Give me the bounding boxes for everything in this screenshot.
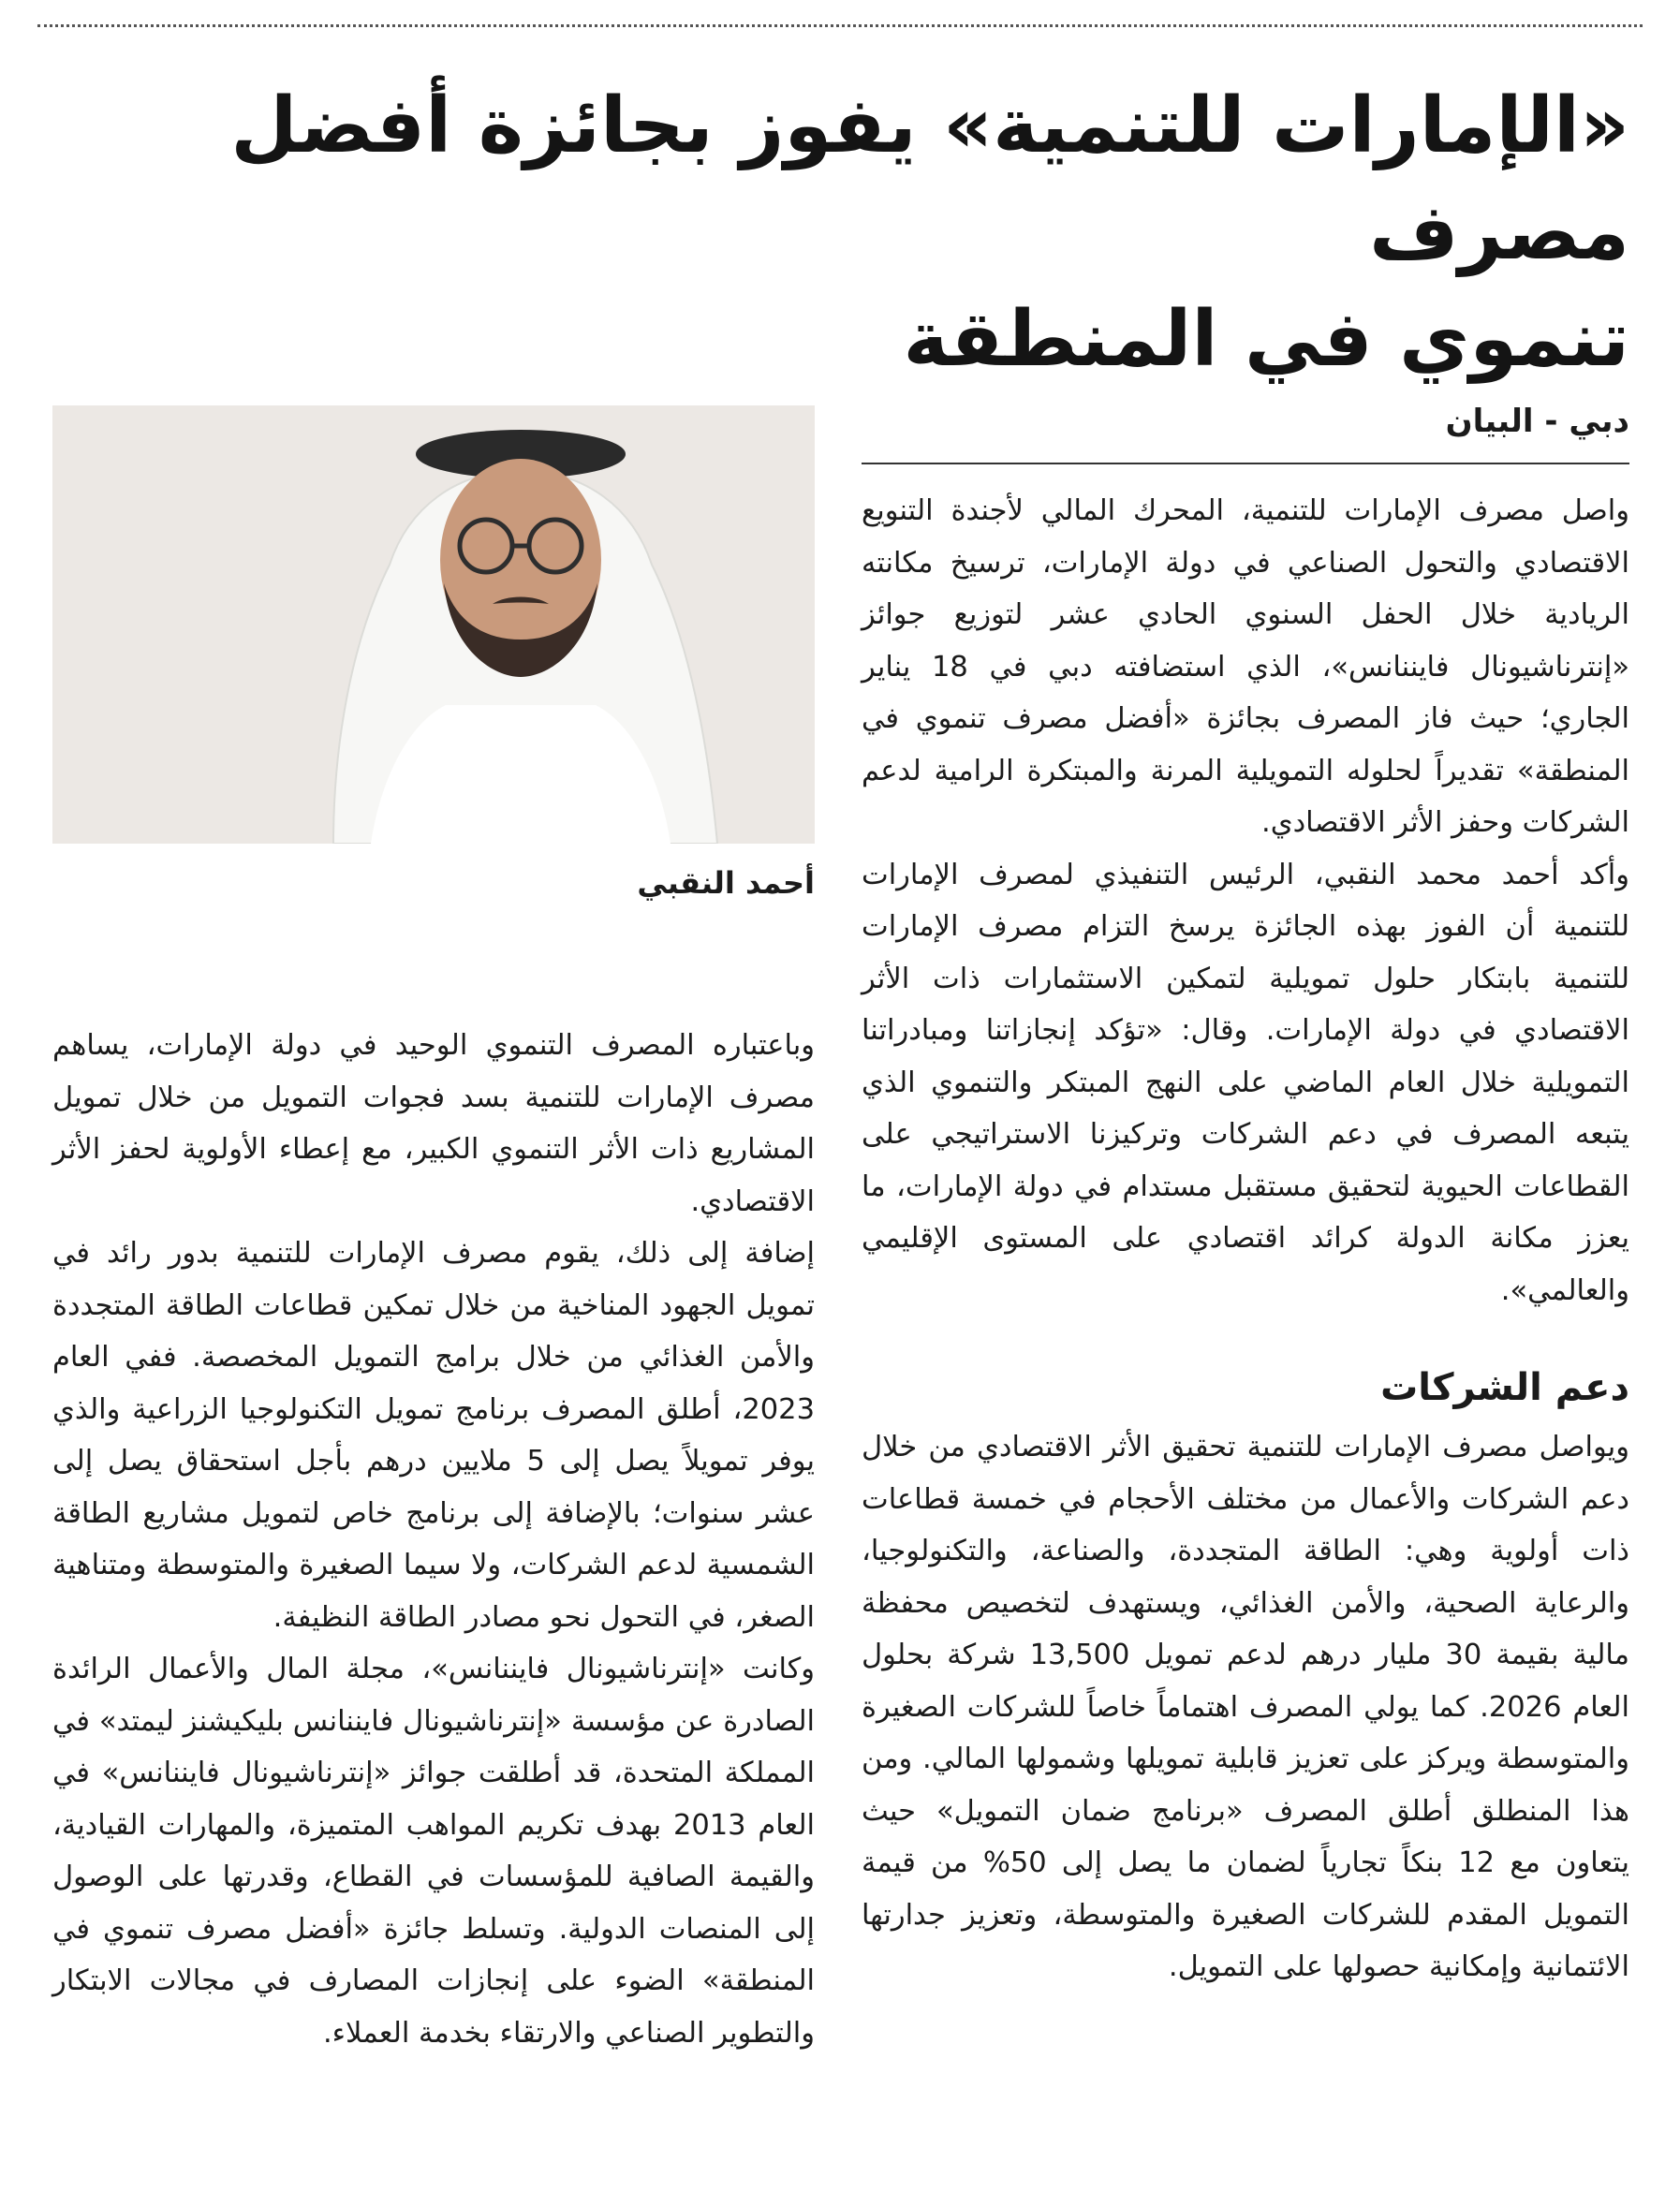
right-column [862,393,1629,1993]
subheading: دعم الشركات [1380,1366,1629,1409]
dateline: دبي - البيان [862,393,1629,464]
paragraph: وأكد أحمد محمد النقبي، الرئيس التنفيذي لمصرف الإمارات للتنمية أن الفوز بهذه الجائزة يرسخ التزام مصرف الإمارات للتنمية بابتكار حلول تمويلية لتمكين الاستثمارات ذات الأثر الاقتصادي في دولة الإمارات. وقال: «تؤكد إنجازاتنا ومبادراتنا التمويلية خلال العام الماضي على النهج المبتكر والتنموي الذي يتبعه المصرف في دعم الشركات وتركيزنا الاستراتيجي على القطاعات الحيوية لتحقيق مستقبل مستدام في دولة الإمارات، ما يعزز مكانة الدولة كرائد اقتصادي على المستوى الإقليمي والعالمي». [862,858,1629,1307]
paragraph: وباعتباره المصرف التنموي الوحيد في دولة الإمارات، يساهم مصرف الإمارات للتنمية بسد فجوات التمويل من خلال تمويل المشاريع ذات الأثر التنموي الكبير، مع إعطاء الأولوية لحفز الأثر الاقتصادي. [52,1029,815,1218]
headline-line-1: «الإمارات للتنمية» يفوز بجائزة أفضل مصرف [230,81,1629,277]
headline-line-2: تنموي في المنطقة [903,295,1629,384]
paragraph: إضافة إلى ذلك، يقوم مصرف الإمارات للتنمية بدور رائد في تمويل الجهود المناخية من خلال تمكين قطاعات الطاقة المتجددة والأمن الغذائي من خلال برامج التمويل المخصصة. ففي العام 2023، أطلق المصرف برنامج تمويل التكنولوجيا الزراعية والذي يوفر تمويلاً يصل إلى 5 ملايين درهم بأجل استحقاق يصل إلى عشر سنوات؛ بالإضافة إلى برنامج خاص لتمويل مشاريع الطاقة الشمسية لدعم الشركات، ولا سيما الصغيرة والمتوسطة ومتناهية الصغر، في التحول نحو مصادر الطاقة النظيفة. [52,1237,815,1634]
photo-caption: أحمد النقبي [637,865,815,901]
left-column [52,405,815,2059]
paragraph: واصل مصرف الإمارات للتنمية، المحرك المالي لأجندة التنويع الاقتصادي والتحول الصناعي في دولة الإمارات، ترسيخ مكانته الريادية خلال الحفل السنوي الحادي عشر لتوزيع جوائز «إنترناشيونال فايننانس»، الذي استضافته دبي في 18 يناير الجاري؛ حيث فاز المصرف بجائزة «أفضل مصرف تنموي في المنطقة» تقديراً لحلوله التمويلية المرنة والمبتكرة الرامية لدعم الشركات وحفز الأثر الاقتصادي. [862,494,1630,839]
top-dotted-rule [37,24,1643,27]
portrait-illustration [52,405,815,844]
paragraph: ويواصل مصرف الإمارات للتنمية تحقيق الأثر الاقتصادي من خلال دعم الشركات والأعمال من مختلف الأحجام في خمسة قطاعات ذات أولوية وهي: الطاقة المتجددة، والصناعة، والتكنولوجيا، والرعاية الصحية، والأمن الغذائي، ويستهدف لتخصيص محفظة مالية بقيمة 30 مليار درهم لدعم تمويل 13,500 شركة بحلول العام 2026. كما يولي المصرف اهتماماً خاصاً للشركات الصغيرة والمتوسطة ويركز على تعزيز قابلية تمويلها وشمولها المالي. ومن هذا المنطلق أطلق المصرف «برنامج ضمان التمويل» حيث يتعاون مع 12 بنكاً تجارياً لضمان ما يصل إلى 50% من قيمة التمويل المقدم للشركات الصغيرة والمتوسطة، وتعزيز جدارتها الائتمانية وإمكانية حصولها على التمويل. [862,1431,1630,1983]
left-column-body [52,1020,815,2059]
portrait-photo [52,405,815,844]
headline [75,73,1629,393]
paragraph: وكانت «إنترناشيونال فايننانس»، مجلة المال والأعمال الرائدة الصادرة عن مؤسسة «إنترناشيونال فايننانس بليكيشنز ليمتد» في المملكة المتحدة، قد أطلقت جوائز «إنترناشيونال فايننانس» في العام 2013 بهدف تكريم المواهب المتميزة، والمهارات القيادية، والقيمة الصافية للمؤسسات في القطاع، وقدرتها على الوصول إلى المنصات الدولية. وتسلط جائزة «أفضل مصرف تنموي في المنطقة» الضوء على إنجازات المصارف في مجالات الابتكار والتطوير الصناعي والارتقاء بخدمة العملاء. [52,1653,816,2050]
right-column-body [862,485,1629,1993]
